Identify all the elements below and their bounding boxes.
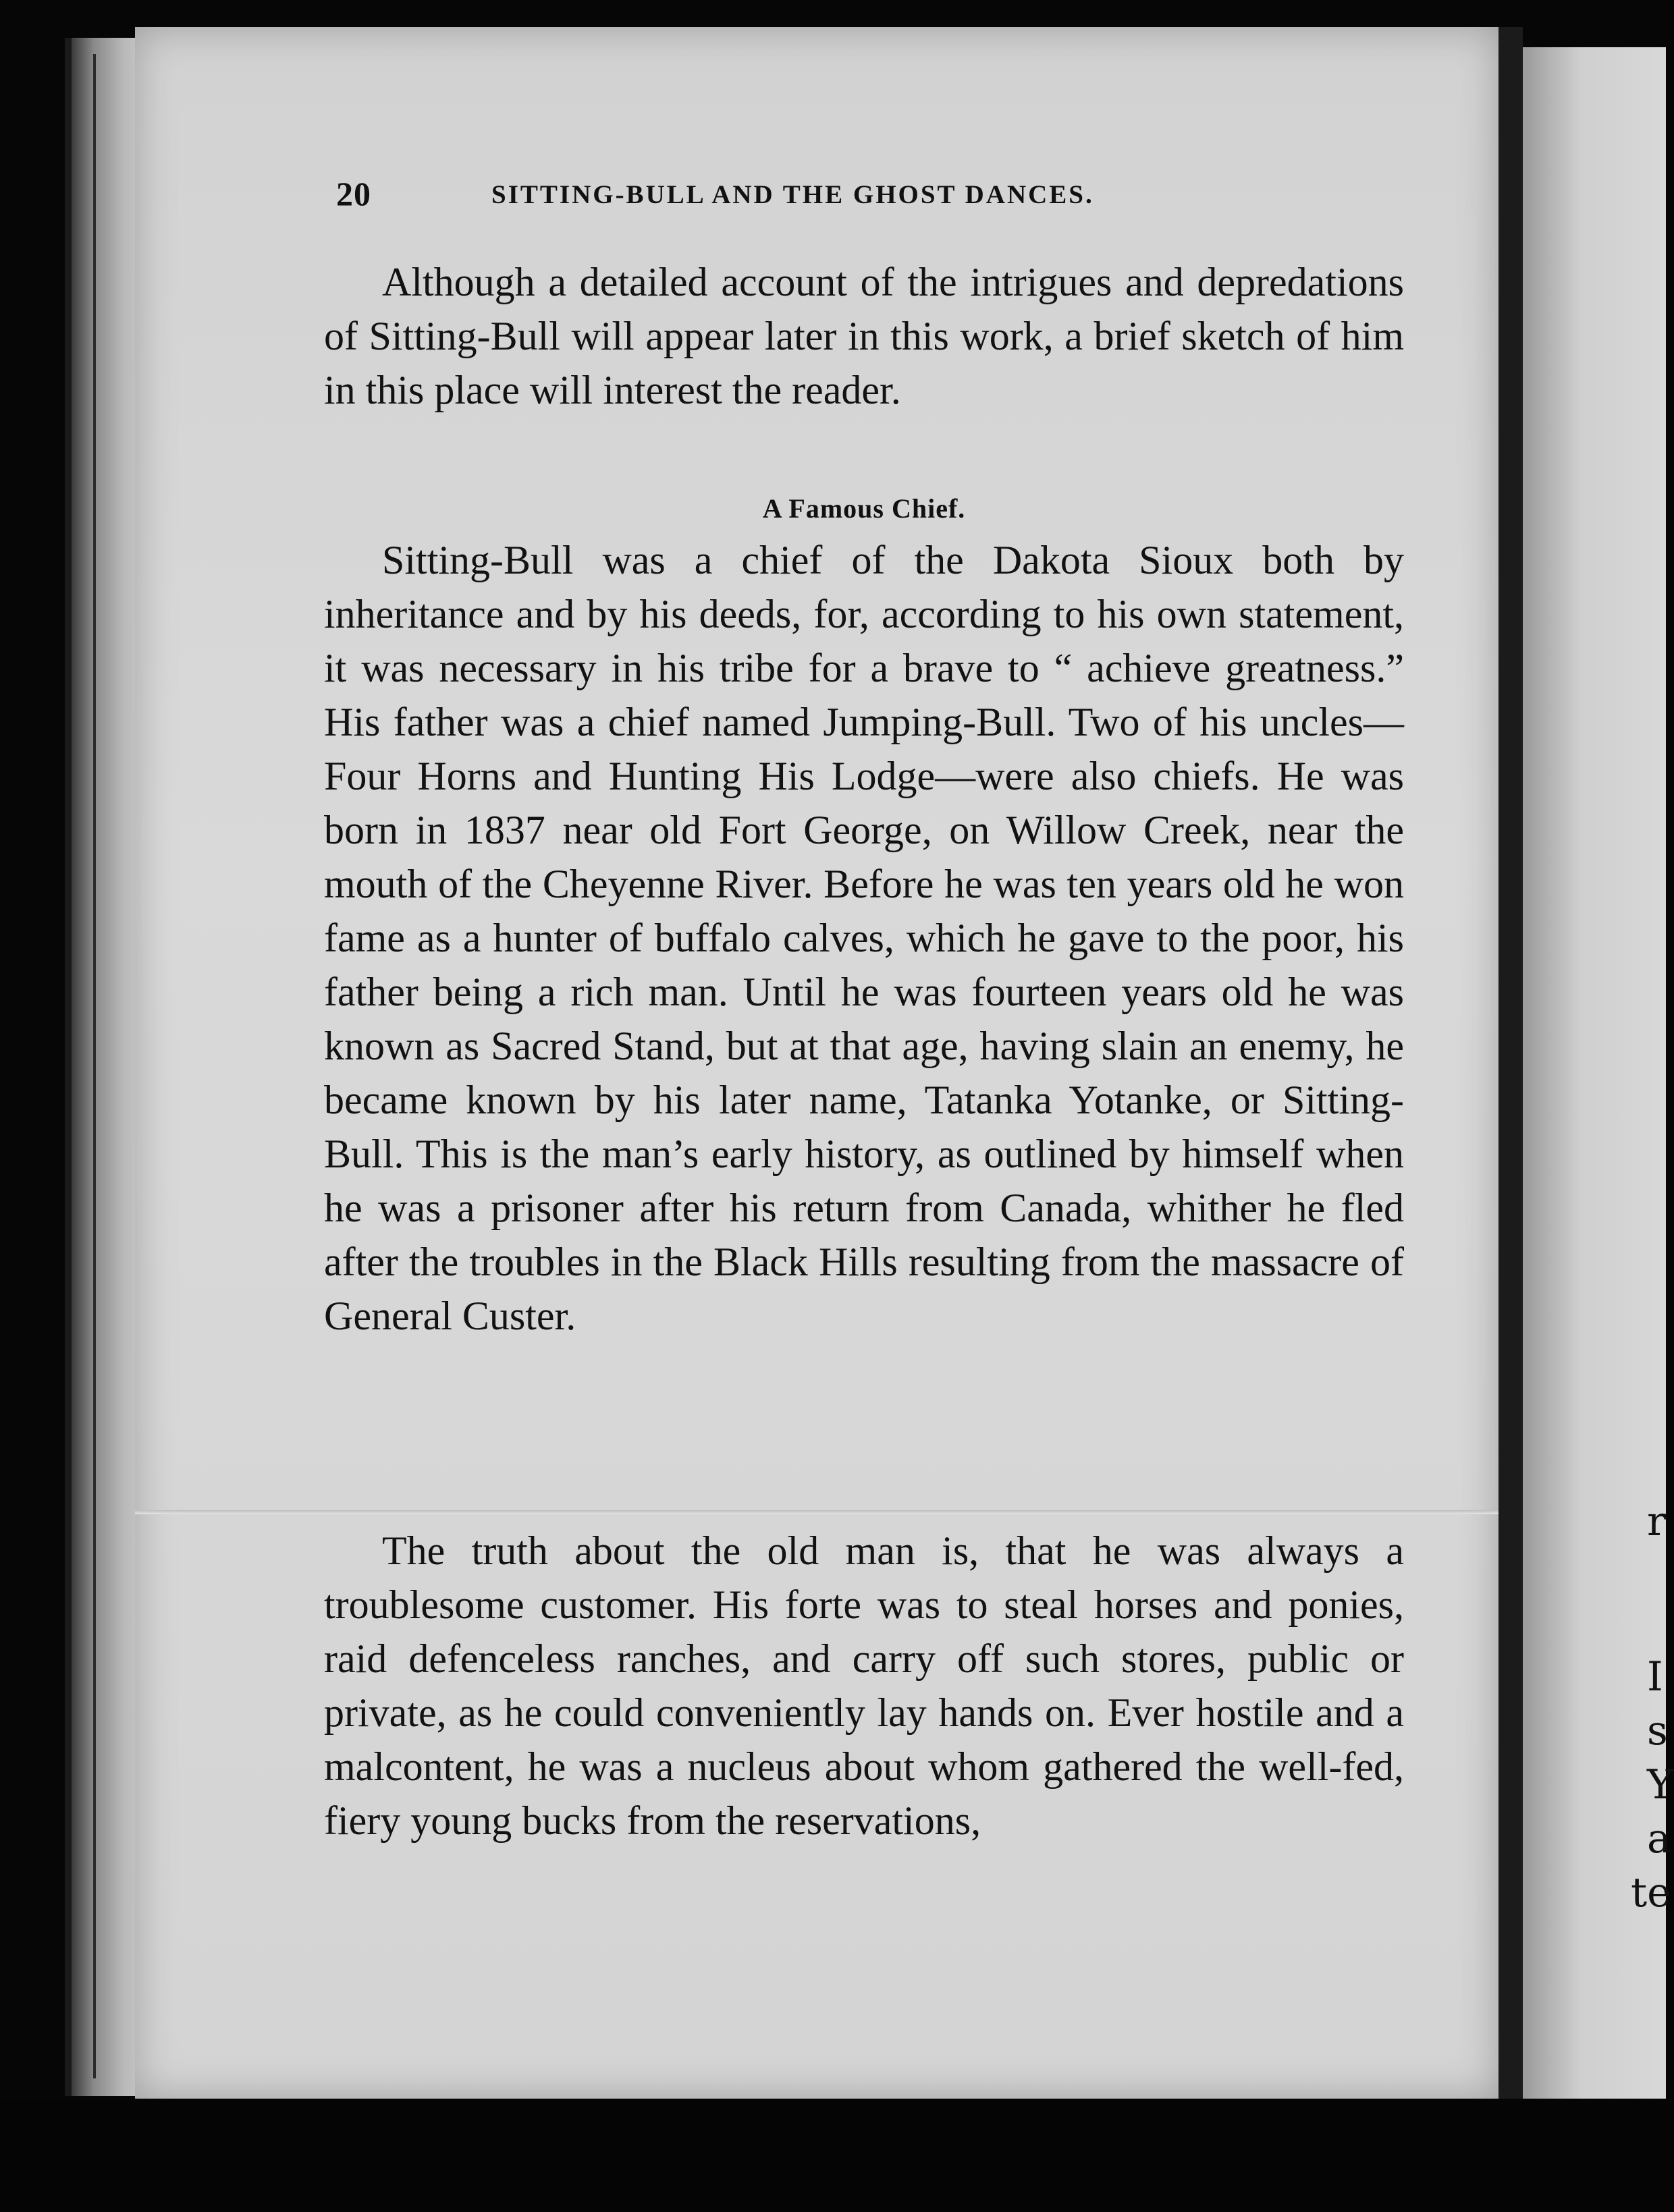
running-head bbox=[336, 174, 1254, 228]
page-crease bbox=[135, 1510, 1498, 1514]
section-heading: A Famous Chief. bbox=[762, 493, 966, 524]
facing-page-fragment: s bbox=[1647, 1707, 1668, 1754]
facing-page-fragment: I bbox=[1647, 1653, 1663, 1701]
scan-bottom-border bbox=[0, 2099, 1666, 2212]
facing-page-fragment: r bbox=[1647, 1498, 1667, 1545]
facing-page-edge bbox=[1523, 47, 1666, 2105]
page-number: 20 bbox=[336, 175, 371, 213]
left-binding-margin bbox=[65, 38, 146, 2096]
paragraph-character: The truth about the old man is, that he was always a troublesome customer. His forte was to steal horses and ponies, raid defenceless ranches, and carry off such stores, public or private, as he could conveniently lay hands on. Ever hostile and a malcontent, he was a nucleus about whom gathered the well-fed, fiery young bucks from the reservations, bbox=[324, 1528, 1404, 1843]
facing-page-fragment: te bbox=[1631, 1869, 1671, 1916]
paragraph-biography: Sitting-Bull was a chief of the Dakota Sioux both by inheritance and by his deeds, for, according to his own statement, it was necessary in his tribe for a brave to “ achieve greatness.” His father was a chief named Jumping-Bull. Two of his uncles—Four Horns and Hunting His Lodge—were also chiefs. He was born in 1837 near old Fort George, on Willow Creek, near the mouth of the Cheyenne River. Before he was ten years old he won fame as a hunter of buffalo calves, which he gave to the poor, his father being a rich man. Until he was fourteen years old he was known as Sacred Stand, but at that age, having slain an enemy, he became known by his later name, Tatanka Yotanke, or Sitting-Bull. This is the man’s early history, as outlined by himself when he was a prisoner after his return from Canada, whither he fled after the troubles in the Black Hills resulting from the massacre of General Custer. bbox=[324, 538, 1404, 1338]
facing-page-fragment: Y bbox=[1647, 1761, 1674, 1808]
paragraph-intro: Although a detailed account of the intrigues and depredations of Sitting-Bull will appear later in this work, a brief sketch of him in this place will interest the reader. bbox=[324, 260, 1404, 412]
facing-page-fragment: a bbox=[1647, 1815, 1671, 1862]
binding-line bbox=[93, 54, 96, 2078]
running-title: SITTING-BULL AND THE GHOST DANCES. bbox=[491, 180, 1094, 209]
page-gutter bbox=[1498, 27, 1523, 2099]
